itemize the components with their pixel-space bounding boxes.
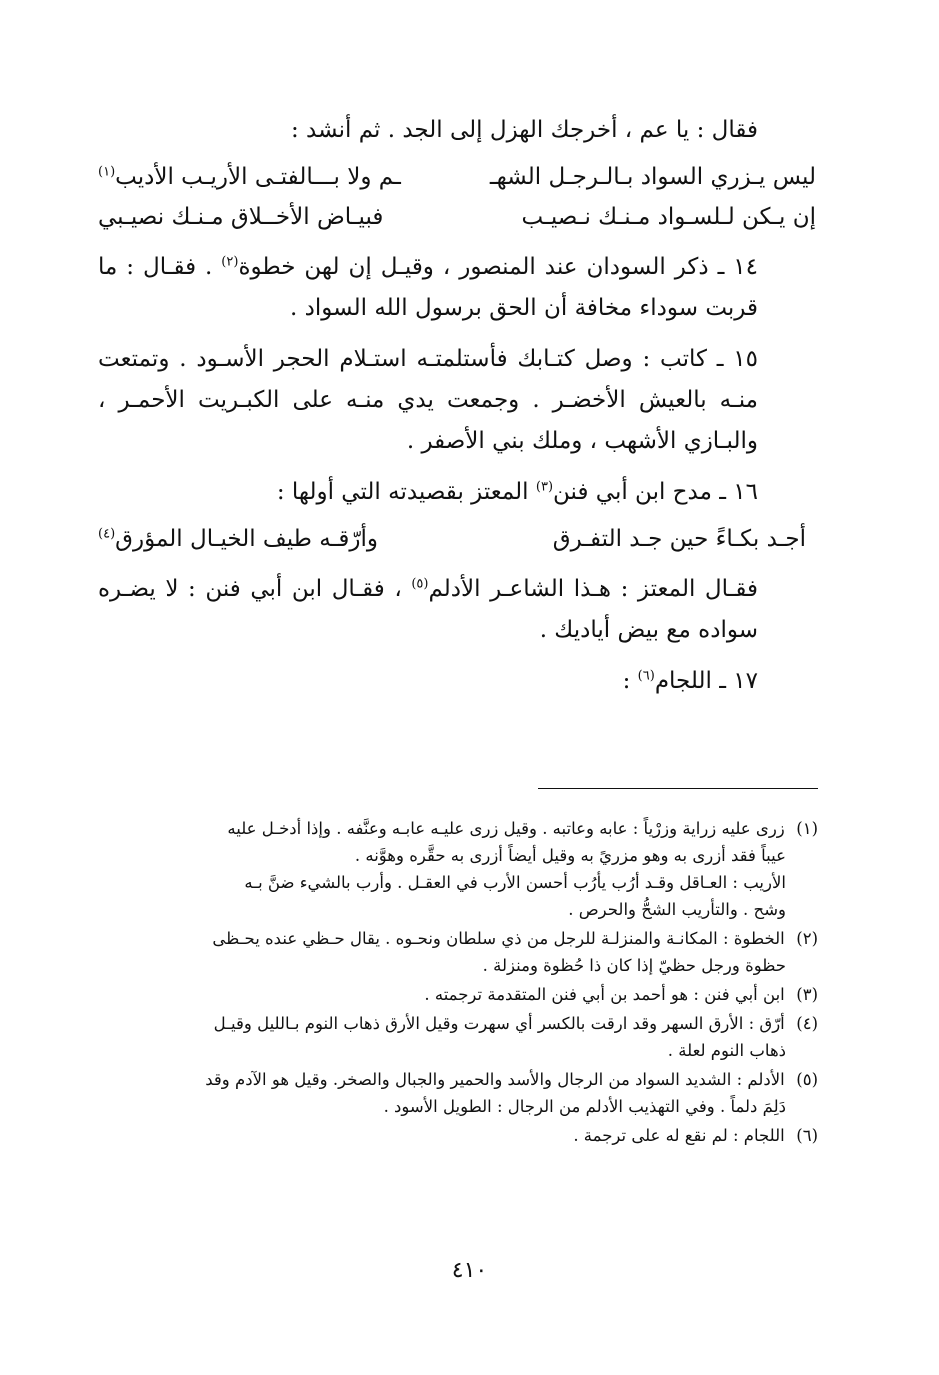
page-number: ٤١٠ [451, 1258, 488, 1283]
footnote-3-number: (٣) [796, 985, 818, 1004]
verse-2-first-hemistich: إن يـكن لـلسـواد مـنـك نـصيـب [521, 204, 816, 230]
footnote-4-text-1: أرّق : الأرق السهر وقد ارقت بالكسر أي سهرت وقيل الأرق ذهاب النوم بـالليل وقيـل [213, 1014, 785, 1033]
paragraph-14 [98, 247, 816, 329]
paragraph-16-text-a: ١٦ ـ مدح ابن أبي فنن [553, 479, 758, 505]
verse-line-2 [98, 197, 816, 237]
footnote-4-line-1 [98, 1010, 818, 1037]
footnote-ref-1: (١) [98, 164, 116, 180]
verse-line-1 [98, 157, 816, 197]
footnote-1-number: (١) [796, 819, 818, 838]
paragraph-17-text-b: : [622, 668, 638, 694]
footnote-ref-3: (٣) [535, 479, 554, 495]
footnote-4-line-2: ذهاب النوم لعلة . [667, 1041, 786, 1060]
paragraph-15: ١٥ ـ كاتب : وصل كتـابك فأستلمتـه استـلام الحجر الأسـود . وتمتعت منـه بالعيش الأخضـر . وجمعت يدي منـه على الكبـريت الأحمـر ، والبـازي الأشهب ، وملك بني الأصفر . [98, 346, 758, 454]
footnote-6-number: (٦) [796, 1126, 818, 1145]
verse-2-second-hemistich: فبيـاض الأخــلاق مـنـك نصيـبي [98, 204, 384, 230]
footnote-1-line-3: الأريب : العـاقل وقـد أرُب يأرُب أحسن الأرب في العقـل . وأرب بالشيء ضنَّ بـه [244, 873, 786, 892]
footnote-1-text-1: زرى عليه زراية وزرْياً : عابه وعاتبه . وقيل زرى عليـه عابـه وعنَّفه . وإذا أدخـل عليه [227, 819, 785, 838]
verse-3-first-hemistich: أجـد بكـاءً حين جـد التفـرق [552, 526, 806, 552]
footnote-6-text-1: اللجام : لم نقع له على ترجمة . [573, 1126, 785, 1145]
paragraph-16-text-b: المعتز بقصيدته التي أولها : [276, 479, 536, 505]
paragraph-mutazz [98, 569, 816, 651]
footnote-5-number: (٥) [796, 1070, 818, 1089]
footnote-2-line-1 [98, 925, 818, 952]
footnote-1-line-1 [98, 815, 818, 842]
poem-2 [98, 519, 816, 559]
footnote-separator [538, 788, 818, 789]
footnote-2-number: (٢) [796, 929, 818, 948]
paragraph-17 [98, 661, 816, 702]
footnote-2-line-2: حظوة ورجل حظيّ إذا كان ذا حُظوة ومنزلة . [482, 956, 786, 975]
paragraph-16 [98, 472, 816, 513]
footnote-3-line-1 [98, 981, 818, 1008]
footnote-5-line-1 [98, 1066, 818, 1093]
footnote-3-text-1: ابن أبي فنن : هو أحمد بن أبي فنن المتقدمة ترجمته . [424, 985, 785, 1004]
footnote-4 [98, 1010, 818, 1064]
footnote-ref-2: (٢) [221, 254, 239, 270]
footnote-1 [98, 815, 818, 923]
main-text [98, 110, 816, 702]
footnote-ref-4: (٤) [98, 526, 116, 542]
footnote-ref-5: (٥) [411, 576, 429, 592]
footnote-6-line-1 [98, 1122, 818, 1149]
footnote-2 [98, 925, 818, 979]
verse-3-second-hemistich [98, 519, 378, 559]
footnote-5 [98, 1066, 818, 1120]
footnote-6 [98, 1122, 818, 1149]
footnote-1-line-4: وشح . والتأريب الشحُّ والحرص . [568, 900, 786, 919]
footnote-2-text-1: الخطوة : المكانـة والمنزلـة للرجل من ذي سلطان ونحـوه . يقال حـظي عنده يحـظى [212, 929, 785, 948]
footnote-ref-6: (٦) [637, 668, 655, 684]
verse-3-second-text: وأرّقـه طيف الخيـال المؤرق [115, 526, 378, 552]
verse-1-first-hemistich: ليس يـزري السواد بـالـرجـل الشهـ [489, 164, 816, 190]
footnote-5-line-2: دَلِمَ دلماً . وفي التهذيب الأدلم من الرجال : الطويل الأسود . [383, 1097, 786, 1116]
verse-line-3 [98, 519, 816, 559]
paragraph-17-text-a: ١٧ ـ اللجام [654, 668, 758, 694]
footnote-1-line-2: عيباً فقد أزرى به وهو مزريً به وقيل أيضاً أزرى به حقَّره وهوَّنه . [354, 846, 786, 865]
poem-1 [98, 157, 816, 237]
footnotes [98, 815, 818, 1151]
footnote-4-number: (٤) [796, 1014, 818, 1033]
footnote-3 [98, 981, 818, 1008]
paragraph-mutazz-text-a: فقـال المعتز : هـذا الشاعـر الأدلم [428, 576, 758, 602]
footnote-5-text-1: الأدلم : الشديد السواد من الرجال والأسد والحمير والجبال والصخر. وقيل هو الآدم وقد [205, 1070, 785, 1089]
paragraph-intro: فقال : يا عم ، أخرجك الهزل إلى الجد . ثم أنشد : [290, 117, 758, 143]
verse-1-second-text: ـم ولا بـــالفتـى الأريـب الأديب [115, 164, 401, 190]
paragraph-14-text-a: ١٤ ـ ذكر السودان عند المنصور ، وقيـل إن لهن خطوة [238, 254, 758, 280]
paragraph-mutazz-text-b: ، فقـال ابن أبي فنن : لا يضـره سواده مع بيض أياديك . [98, 576, 758, 643]
verse-1-second-hemistich [98, 157, 401, 197]
paragraph-14-text-b: . فقـال : ما قربت سوداء مخافة أن الحق برسول الله السواد . [98, 254, 758, 321]
